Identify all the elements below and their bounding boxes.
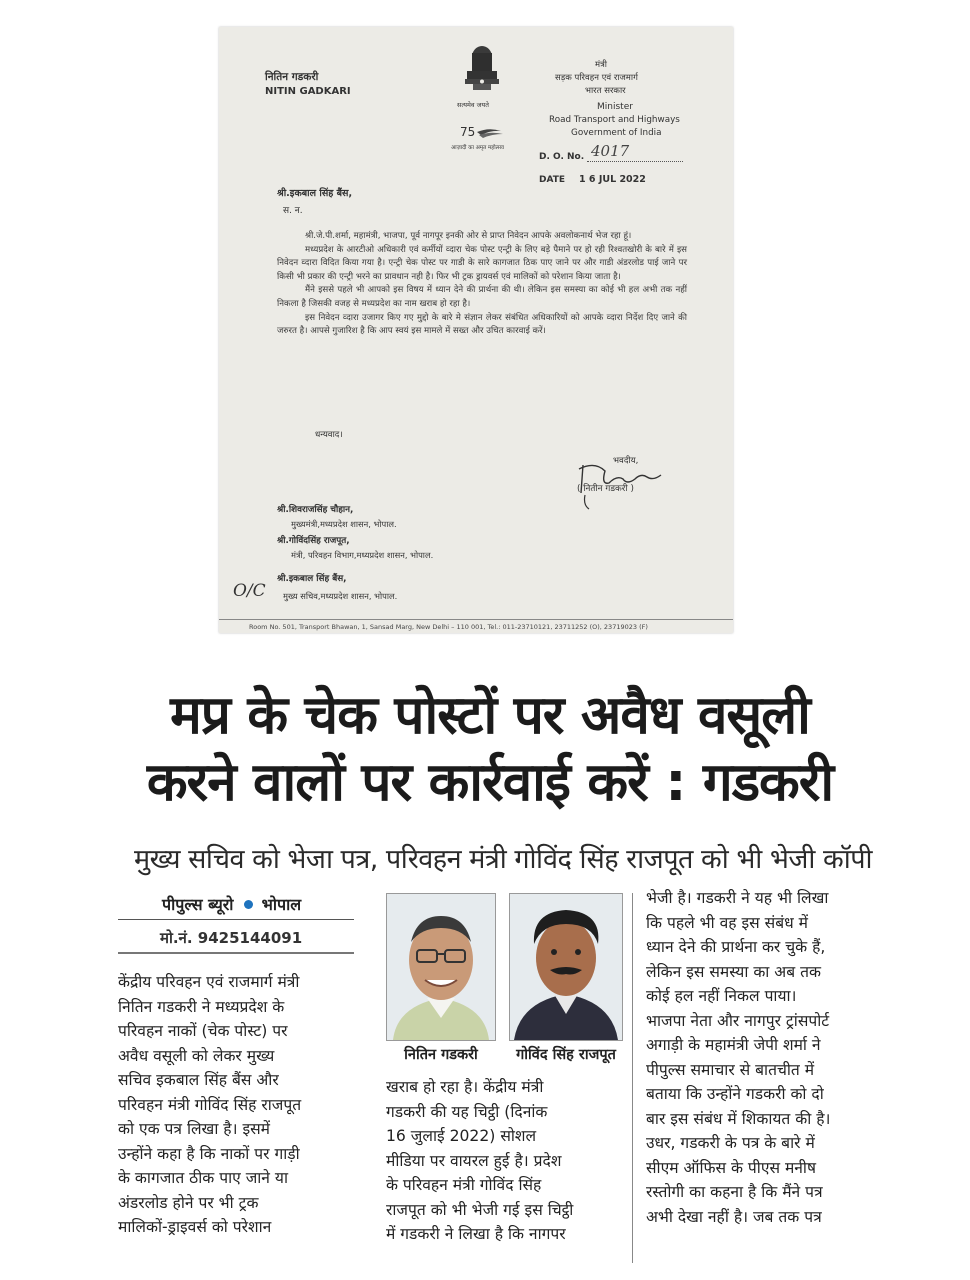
reporter-phone: मो.नं. 9425144091 (160, 929, 303, 947)
letter-body (277, 230, 687, 339)
footer-divider (219, 619, 733, 620)
date-label: DATE (539, 175, 566, 185)
column-line: बताया कि उन्होंने गडकरी को दो (646, 1085, 824, 1103)
addressee: श्री.इकबाल सिंह बैंस, (277, 188, 353, 199)
column-line: अभी देखा नहीं है। जब तक पत्र (646, 1207, 822, 1226)
column-line: को एक पत्र लिखा है। इसमें (118, 1120, 270, 1138)
column-line: अंडरलोड होने पर भी ट्रक (118, 1193, 259, 1212)
article-column-3 (646, 886, 896, 1229)
column-line: गडकरी की यह चिट्ठी (दिनांक (386, 1102, 548, 1121)
portrait-icon (510, 894, 622, 1040)
scanned-letter (219, 27, 733, 633)
letter-footer-address: Room No. 501, Transport Bhawan, 1, Sansad Marg, New Delhi – 110 001, Tel.: 011-23710121, 23711252 (O), 23719023 (F) (249, 623, 648, 631)
designation-english-1: Minister (597, 102, 633, 112)
copy-role: मुख्य सचिव,मध्यप्रदेश शासन, भोपाल. (283, 591, 398, 601)
column-line: कि पहले भी वह इस संबंध में (646, 913, 808, 932)
column-line: रस्तोगी का कहना है कि मैंने पत्र (646, 1183, 823, 1201)
column-line: ध्यान देने की प्रार्थना कर चुके हैं, (646, 938, 826, 956)
column-line: केंद्रीय परिवहन एवं राजमार्ग मंत्री (118, 973, 300, 991)
photo-nitin-gadkari (386, 893, 496, 1041)
photo-govind-singh-rajput (509, 893, 623, 1041)
copy-name: श्री.गोविंदसिंह राजपूत, (277, 536, 350, 546)
copy-name: श्री.शिवराजसिंह चौहान, (277, 505, 354, 515)
letter-thanks: धन्यवाद। (315, 430, 343, 440)
letter-paragraph: मध्यप्रदेश के आरटीओ अधिकारी एवं कर्मीयों व्दारा चेक पोस्ट एन्ट्री के लिए बड़े पैमाने पर हो रही रिश्वतखोरी के बारे में इस निवेदन व्दारा विदित किया गया है। एन्ट्री चेक पोस्ट पर गाडी के सारे कागजात ठिक पाए जाने पर और गाडी अंडरलोड पाई जाने पर किसी भी प्रकार की एन्ट्री भरने का प्रावधान नही है। फिर भी ट्रक ड्रायवर्स एवं मालिकों को परेशान किया जाता है। (277, 244, 687, 282)
bullet-dot-icon (244, 900, 253, 909)
byline-city: भोपाल (261, 895, 302, 914)
copy-role: मुख्यमंत्री,मध्यप्रदेश शासन, भोपाल. (291, 519, 397, 529)
letter-paragraph: इस निवेदन व्दारा उजागर किए गए मुद्दो के बारे मे संज्ञान लेकर संबंधित अधिकारियों को आपके व्दारा निर्देश दिए जाने की जरुरत है। आपसे गुजारिश है कि आप स्वयं इस मामले में सख्त और उचित कारवाई करें। (277, 312, 687, 337)
do-number-label: D. O. No. (539, 152, 585, 162)
column-line: परिवहन मंत्री गोविंद सिंह राजपूत (118, 1095, 302, 1114)
photo-caption-rajput: गोविंद सिंह राजपूत (516, 1047, 616, 1063)
headline-line-1: मप्र के चेक पोस्टों पर अवैध वसूली (170, 685, 810, 746)
column-line: में गडकरी ने लिखा है कि नागपर (386, 1225, 566, 1243)
azadi-amrit-mahotsav-logo-icon (459, 125, 511, 145)
column-line: मीडिया पर वायरल हुई है। प्रदेश (386, 1151, 562, 1170)
column-line: सचिव इकबाल सिंह बैंस और (118, 1071, 279, 1089)
column-line: 16 जुलाई 2022) सोशल (386, 1127, 537, 1145)
do-number-line (587, 161, 683, 162)
copy-name: श्री.इकबाल सिंह बैंस, (277, 574, 347, 584)
copy-role: मंत्री, परिवहन विभाग,मध्यप्रदेश शासन, भोपाल. (291, 550, 434, 560)
column-line: लेकिन इस समस्या का अब तक (646, 962, 821, 981)
column-line: उन्होंने कहा है कि नाकों पर गाड़ी (118, 1144, 300, 1163)
column-line: परिवहन नाकों (चेक पोस्ट) पर (118, 1022, 288, 1040)
column-line: अवैध वसूली को लेकर मुख्य (118, 1046, 275, 1065)
date-stamp: 1 6 JUL 2022 (579, 174, 646, 185)
portrait-icon (387, 894, 495, 1040)
column-line: उधर, गडकरी के पत्र के बारे में (646, 1134, 815, 1152)
azadi-logo-text: आज़ादी का अमृत महोत्सव (451, 145, 504, 151)
salutation: स. न. (283, 206, 303, 216)
column-line: खराब हो रहा है। केंद्रीय मंत्री (386, 1078, 544, 1096)
column-line: मालिकों-ड्राइवर्स को परेशान (118, 1218, 272, 1236)
column-line: भेजी है। गडकरी ने यह भी लिखा (646, 889, 829, 907)
article-column-1 (118, 970, 356, 1240)
svg-text:75: 75 (460, 125, 476, 139)
column-line: सीएम ऑफिस के पीएस मनीष (646, 1158, 816, 1177)
column-line: नितिन गडकरी ने मध्यप्रदेश के (118, 997, 285, 1016)
do-number-value: 4017 (591, 142, 630, 160)
column-line: के परिवहन मंत्री गोविंद सिंह (386, 1176, 542, 1194)
sender-name-english: NITIN GADKARI (265, 86, 351, 97)
letter-paragraph: मैंने इससे पहले भी आपको इस विषय में ध्यान देने की प्रार्थना की थी। लेकिन इस समस्या का कोई भी हल अभी तक नहीं निकला है जिसकी वजह से मध्यप्रदेश का नाम खराब हो रहा है। (277, 285, 687, 309)
emblem-motto: सत्यमेव जयते (457, 101, 489, 109)
sender-name-hindi: नितिन गडकरी (265, 71, 319, 83)
column-line: पीपुल्स समाचार से बातचीत में (646, 1060, 815, 1079)
phone-divider (118, 952, 354, 954)
column-line: राजपूत को भी भेजी गई इस चिट्ठी (386, 1200, 574, 1219)
byline-divider (118, 919, 354, 920)
column-line: बार इस संबंध में शिकायत की है। (646, 1109, 831, 1128)
designation-hindi-3: भारत सरकार (585, 86, 626, 96)
letter-paragraph: श्री.जे.पी.शर्मा, महामंत्री, भाजपा, पूर्व नागपूर इनकी ओर से प्राप्त निवेदन आपके अवलोकनार्थ भेज रहा हूं। (305, 231, 632, 241)
column-divider (632, 893, 633, 1263)
column-line: भाजपा नेता और नागपुर ट्रांसपोर्ट (646, 1011, 830, 1030)
column-line: कोई हल नहीं निकल पाया। (646, 987, 797, 1005)
subheadline: मुख्य सचिव को भेजा पत्र, परिवहन मंत्री गोविंद सिंह राजपूत को भी भेजी कॉपी (133, 844, 873, 875)
column-line: के कागजात ठीक पाए जाने या (118, 1169, 288, 1187)
article-column-2 (386, 1075, 624, 1247)
headline-line-2: करने वालों पर कार्रवाई करें : गडकरी (146, 752, 834, 813)
column-line: अगाड़ी के महामंत्री जेपी शर्मा ने (646, 1036, 821, 1054)
byline (162, 893, 301, 915)
designation-english-2: Road Transport and Highways (549, 115, 680, 125)
oc-handwritten-mark: O/C (233, 581, 266, 601)
designation-hindi-2: सड़क परिवहन एवं राजमार्ग (555, 73, 638, 83)
photo-caption-gadkari: नितिन गडकरी (404, 1047, 478, 1063)
designation-english-3: Government of India (571, 128, 662, 138)
signature-name: ( नितीन गडकरी ) (577, 484, 634, 494)
designation-hindi-1: मंत्री (595, 60, 607, 70)
letter-closing: भवदीय, (613, 456, 639, 466)
byline-source: पीपुल्स ब्यूरो (162, 895, 234, 914)
